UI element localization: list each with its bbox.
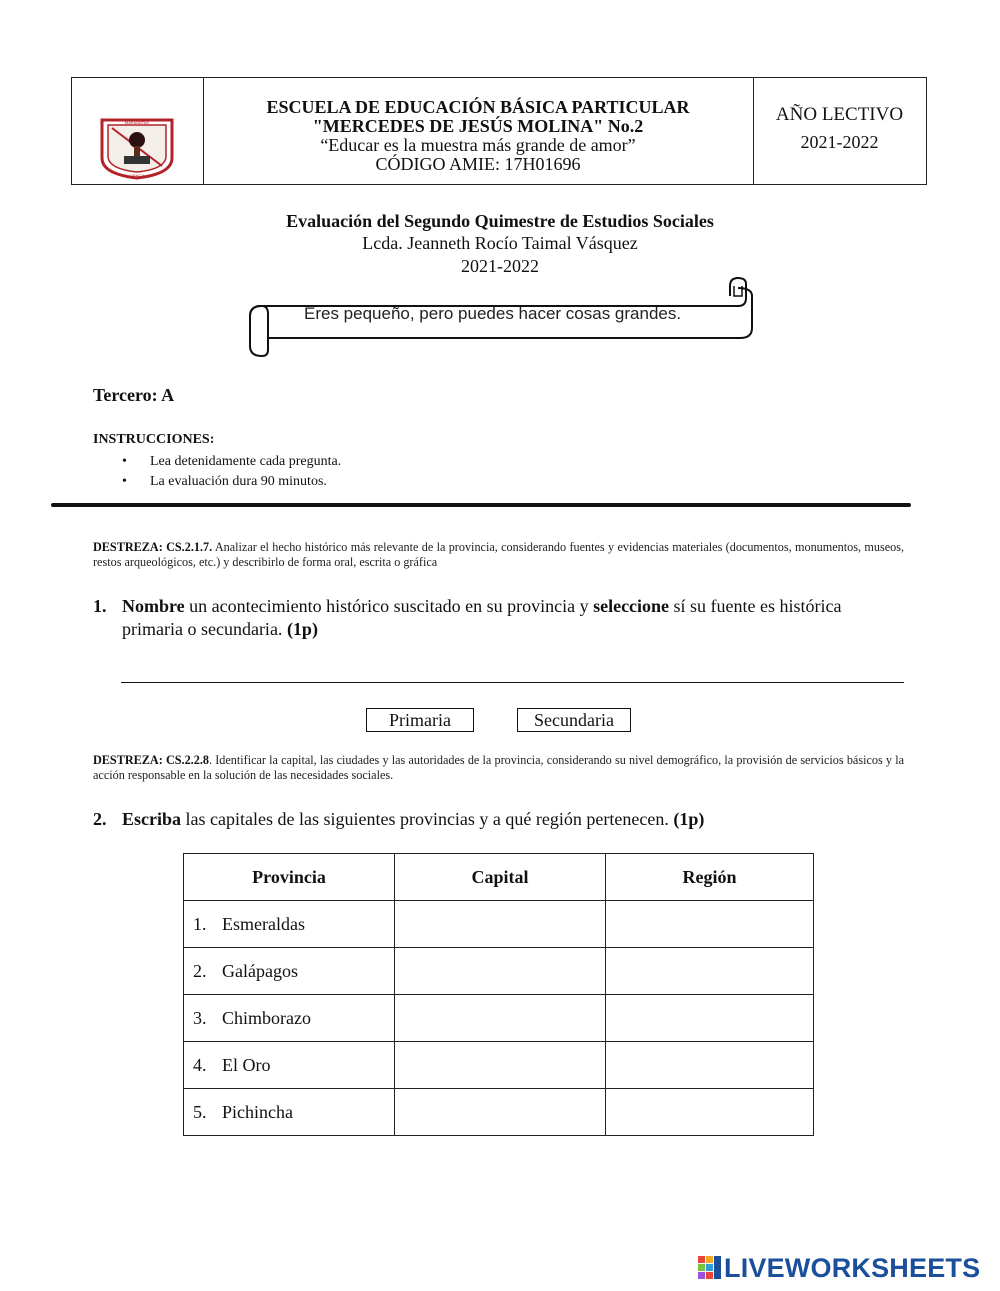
table-row <box>184 1042 814 1089</box>
row-number: 1. <box>193 913 207 934</box>
question-2-points: (1p) <box>673 809 705 829</box>
school-motto: “Educar es la muestra más grande de amor” <box>320 135 636 155</box>
school-year-label: AÑO LECTIVO <box>775 104 904 125</box>
province-cell <box>184 901 395 948</box>
capital-input-cell[interactable] <box>395 948 606 995</box>
question-2-text: las capitales de las siguientes provincias y a qué región pertenecen. <box>181 809 674 829</box>
row-number: 4. <box>193 1054 207 1075</box>
crest-text: MARIANITAS <box>124 120 150 125</box>
region-input-cell[interactable] <box>606 995 814 1042</box>
option-primaria-box[interactable]: Primaria <box>366 708 474 732</box>
question-1-points: (1p) <box>286 619 318 639</box>
section-divider <box>51 503 911 507</box>
table-row <box>184 1089 814 1136</box>
evaluation-year: 2021-2022 <box>461 256 539 276</box>
school-name-line1: ESCUELA DE EDUCACIÓN BÁSICA PARTICULAR <box>266 97 690 117</box>
question-1 <box>93 595 905 641</box>
question-1-verb-1: Nombre <box>122 596 185 616</box>
destreza-1 <box>93 540 904 570</box>
header-region: Región <box>606 854 814 901</box>
destreza-2 <box>93 753 904 783</box>
question-1-answer-line[interactable] <box>121 682 904 683</box>
header-table <box>71 77 927 185</box>
province-cell <box>184 948 395 995</box>
question-2-number: 2. <box>93 809 107 829</box>
region-input-cell[interactable] <box>606 948 814 995</box>
province-name: Pichincha <box>222 1101 293 1122</box>
region-input-cell[interactable] <box>606 1089 814 1136</box>
destreza-2-text: . Identificar la capital, las ciudades y las autoridades de la provincia, considerando su nivel demográfico, la provisión de servicios básicos y la acción responsable en la solución de las necesidades sociales. <box>93 753 904 782</box>
evaluation-title: Evaluación del Segundo Quimestre de Estudios Sociales <box>286 211 714 231</box>
liveworksheets-logo-icon <box>698 1256 722 1284</box>
province-name: Esmeraldas <box>222 913 305 934</box>
teacher-name: Lcda. Jeanneth Rocío Taimal Vásquez <box>362 233 638 253</box>
header-capital: Capital <box>395 854 606 901</box>
banner-text: Eres pequeño, pero puedes hacer cosas grandes. <box>304 304 682 323</box>
crest-bottom-text: CIENCIA <box>128 173 146 178</box>
question-1-text-2: sí su fuente es histórica primaria o secundaria. <box>122 596 842 639</box>
table-row <box>184 995 814 1042</box>
instructions-title: INSTRUCCIONES: <box>93 432 215 447</box>
liveworksheets-brand[interactable]: LIVEWORKSHEETS <box>724 1253 981 1283</box>
province-cell <box>184 1089 395 1136</box>
logo-cell <box>72 78 204 184</box>
question-2 <box>93 808 905 831</box>
destreza-2-label: DESTREZA: CS.2.2.8 <box>93 753 209 767</box>
capital-input-cell[interactable] <box>395 1042 606 1089</box>
row-number: 2. <box>193 960 207 981</box>
instruction-item: • Lea detenidamente cada pregunta. <box>120 452 341 472</box>
row-number: 5. <box>193 1101 207 1122</box>
school-info-cell <box>203 78 754 184</box>
capital-input-cell[interactable] <box>395 901 606 948</box>
question-1-verb-2: seleccione <box>593 596 670 616</box>
school-year-cell <box>753 78 926 184</box>
capital-input-cell[interactable] <box>395 1089 606 1136</box>
province-cell <box>184 995 395 1042</box>
province-name: El Oro <box>222 1054 271 1075</box>
amie-code: CÓDIGO AMIE: 17H01696 <box>375 154 581 174</box>
table-row <box>184 901 814 948</box>
province-name: Chimborazo <box>222 1007 311 1028</box>
capital-input-cell[interactable] <box>395 995 606 1042</box>
header-provincia: Provincia <box>184 854 395 901</box>
school-crest-icon <box>98 118 176 180</box>
region-input-cell[interactable] <box>606 901 814 948</box>
province-name: Galápagos <box>222 960 298 981</box>
table-row <box>184 948 814 995</box>
grade-label: Tercero: A <box>93 385 175 405</box>
region-input-cell[interactable] <box>606 1042 814 1089</box>
destreza-1-label: DESTREZA: CS.2.1.7. <box>93 540 213 554</box>
table-header-row <box>184 854 814 901</box>
option-secundaria-box[interactable]: Secundaria <box>517 708 631 732</box>
destreza-1-text: Analizar el hecho histórico más relevante de la provincia, considerando fuentes y evidencias materiales (documentos, monumentos, museos, restos arqueológicos, etc.) y describirlo de forma oral, escrita o gráfica <box>93 540 904 569</box>
school-year-value: 2021-2022 <box>800 132 879 152</box>
school-name-line2: "MERCEDES DE JESÚS MOLINA" No.2 <box>312 116 644 136</box>
row-number: 3. <box>193 1007 207 1028</box>
province-cell <box>184 1042 395 1089</box>
instructions-list <box>120 452 341 492</box>
provinces-table <box>183 853 814 1136</box>
instruction-item: • La evaluación dura 90 minutos. <box>120 472 341 492</box>
question-1-number: 1. <box>93 596 107 616</box>
question-2-verb: Escriba <box>122 809 182 829</box>
question-1-text-1: un acontecimiento histórico suscitado en su provincia y <box>184 596 594 616</box>
